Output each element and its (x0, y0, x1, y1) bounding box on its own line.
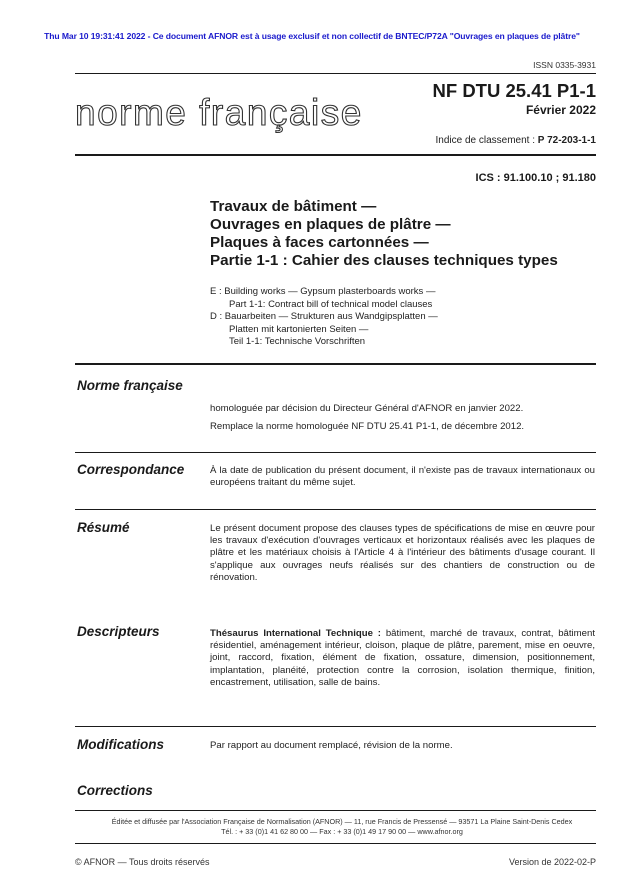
header-bottom-rule (75, 154, 596, 156)
header-top-rule (75, 73, 596, 74)
version-label: Version de 2022-02-P (508, 857, 596, 867)
title-line: Partie 1-1 : Cahier des clauses techniques types (210, 252, 558, 269)
footer-top-rule (75, 810, 596, 811)
thesaurus-lead: Thésaurus International Technique : (210, 628, 382, 639)
german-title-line1: D : Bauarbeiten — Strukturen aus Wandgipsplatten — (210, 311, 438, 323)
german-title-line3: Teil 1-1: Technische Vorschriften (229, 336, 366, 348)
replaces-text: Remplace la norme homologuée NF DTU 25.41 P1-1, de décembre 2012. (210, 421, 525, 433)
standard-date: Février 2022 (525, 103, 596, 117)
section-label-correspondance: Correspondance (77, 462, 185, 477)
german-title-line2: Platten mit kartonierten Seiten — (229, 323, 369, 335)
section-rule (75, 726, 596, 727)
descripteurs-keywords: bâtiment, marché de travaux, contrat, bâtiment résidentiel, aménagement intérieur, cloison, plaque de plâtre, parement, mise en oeuvre, joint, raccord, fixation, élément de fixation, ossature, dimension, positionnement, implantation, planéité, protection contre la corrosion, isolation thermique, finition, encastrement, utilisation, salle de bains. (210, 628, 595, 688)
english-title-line1: E : Building works — Gypsum plasterboards works — (210, 286, 436, 297)
section-rule (75, 509, 596, 510)
section-body-descripteurs (210, 628, 595, 689)
english-title-line2: Part 1-1: Contract bill of technical model clauses (229, 298, 433, 310)
section-label-resume: Résumé (77, 520, 130, 535)
section-label-norme: Norme française (77, 378, 183, 393)
section-label-descripteurs: Descripteurs (77, 624, 160, 639)
ics-codes: ICS : 91.100.10 ; 91.180 (475, 172, 596, 184)
norme-francaise-logo: norme française (75, 92, 363, 133)
section-body-correspondance: À la date de publication du présent document, il n'existe pas de travaux internationaux ou européens traitant du même sujet. (210, 465, 595, 489)
section-body-norme (210, 403, 595, 433)
section-label-modifications: Modifications (77, 737, 164, 752)
publisher-contact: Tél. : + 33 (0)1 41 62 80 00 — Fax : + 33 (0)1 49 17 90 00 — www.afnor.org (221, 827, 463, 836)
title-translations (210, 286, 438, 349)
watermark-banner: Thu Mar 10 19:31:41 2022 - Ce document AFNOR est à usage exclusif et non collectif de BNTEC/P72A "Ouvrages en plaques de plâtre" (44, 31, 580, 41)
classement-label: Indice de classement : (435, 135, 538, 146)
title-line: Ouvrages en plaques de plâtre — (210, 216, 451, 233)
publisher-address: Éditée et diffusée par l'Association Française de Normalisation (AFNOR) — 11, rue Francis de Pressensé — 93571 La Plaine Saint-Denis Cedex (111, 817, 573, 826)
section-body-modifications: Par rapport au document remplacé, révision de la norme. (210, 740, 453, 751)
section-label-corrections: Corrections (77, 783, 153, 798)
classement-value: P 72-203-1-1 (537, 135, 596, 146)
classement-index (436, 135, 596, 146)
copyright: © AFNOR — Tous droits réservés (75, 857, 210, 867)
issn: ISSN 0335-3931 (533, 60, 596, 70)
section-rule (75, 452, 596, 453)
publisher-info (60, 817, 624, 837)
document-title (210, 198, 558, 270)
homologation-text: homologuée par décision du Directeur Général d'AFNOR en janvier 2022. (210, 403, 524, 414)
standard-code: NF DTU 25.41 P1-1 (432, 80, 596, 101)
section-body-resume: Le présent document propose des clauses types de spécifications de mise en œuvre pour les travaux d'exécution d'ouvrages verticaux et horizontaux réalisés avec les plaques de plâtre et les matériaux choisis à l'Article 4 à l'intérieur des bâtiments d'usage courant. Il s'applique aux ouvrages neufs réalisés sur des chantiers de construction ou de rénovation. (210, 523, 595, 583)
title-line: Travaux de bâtiment — (210, 198, 377, 215)
footer-bottom-rule (75, 843, 596, 844)
title-line: Plaques à faces cartonnées — (210, 234, 429, 251)
section-rule (75, 363, 596, 365)
